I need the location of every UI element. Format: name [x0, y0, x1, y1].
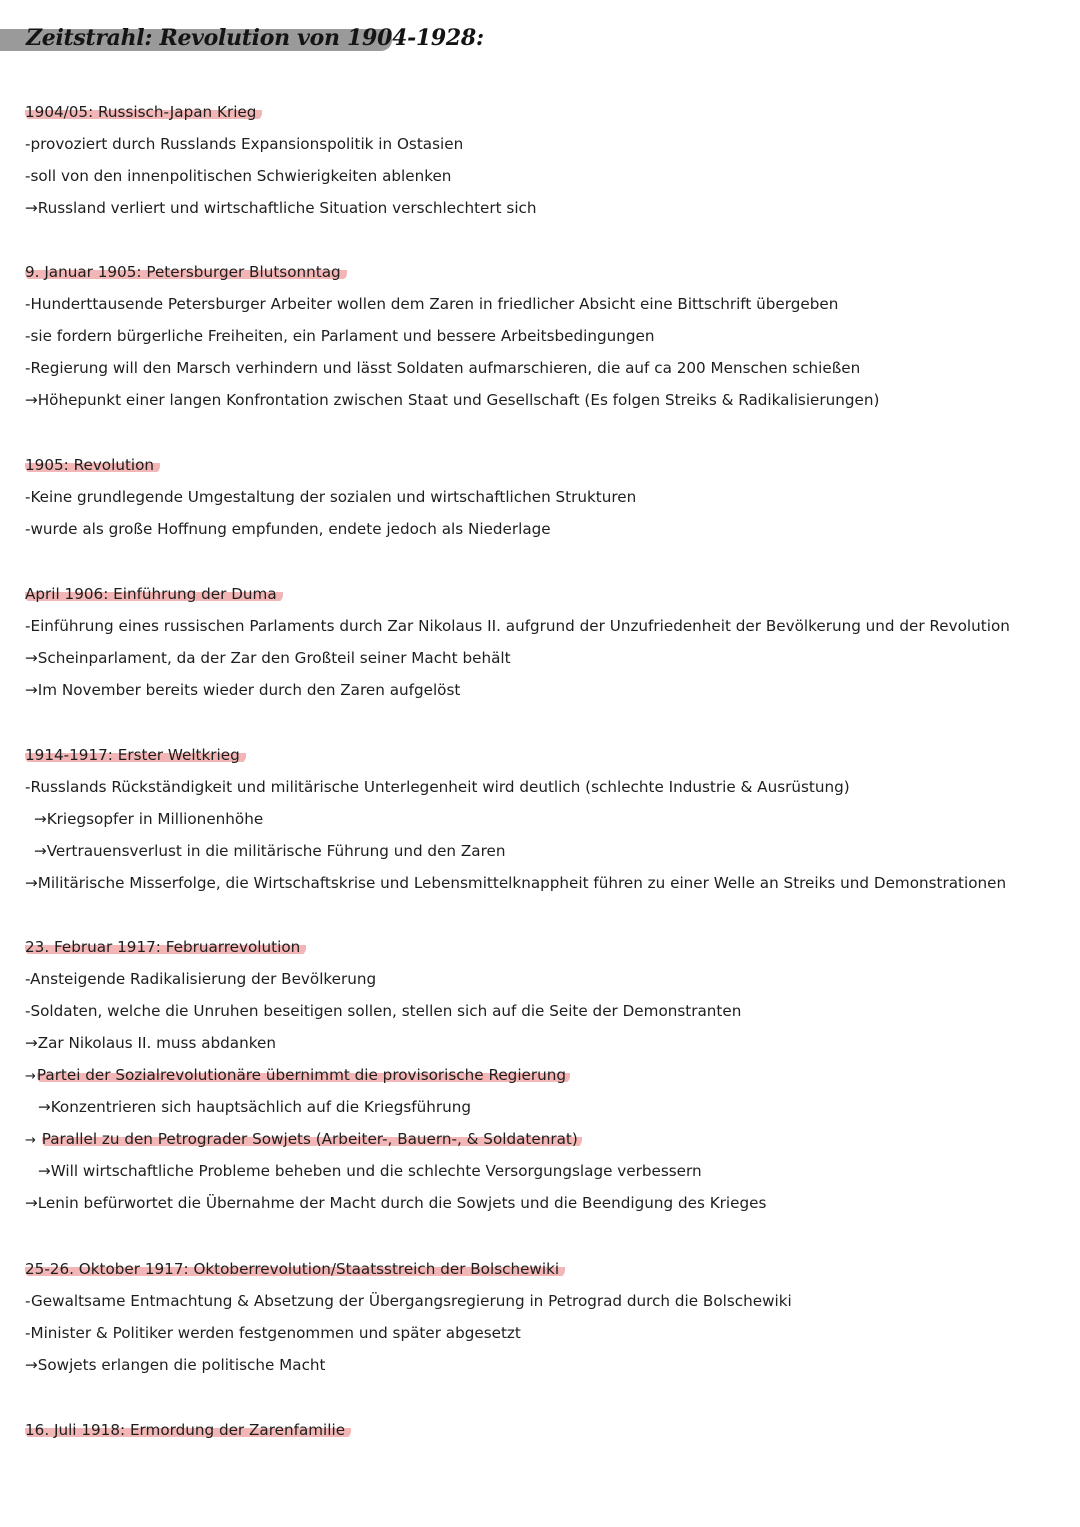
- entry-line: →Russland verliert und wirtschaftliche Situation verschlechtert sich: [25, 199, 537, 217]
- entry-event: Petersburger Blutsonntag: [146, 263, 341, 281]
- entry-line: -provoziert durch Russlands Expansionspolitik in Ostasien: [25, 135, 464, 153]
- entry-heading: [0, 1414, 1080, 1446]
- entry-line: -Keine grundlegende Umgestaltung der sozialen und wirtschaftlichen Strukturen: [25, 488, 637, 506]
- entry-date: 1904/05:: [25, 103, 94, 121]
- entry-line-highlighted: [0, 1123, 1080, 1155]
- entry-line: →Sowjets erlangen die politische Macht: [25, 1356, 326, 1374]
- heading-highlight: [25, 585, 283, 603]
- heading-highlight: [25, 1260, 565, 1278]
- arrow-icon: →: [25, 1069, 36, 1084]
- entry-line: -Soldaten, welche die Unruhen beseitigen sollen, stellen sich auf die Seite der Demonstranten: [25, 1002, 742, 1020]
- timeline-entry-februarrevolution: [0, 931, 1080, 1219]
- entry-line: -Minister & Politiker werden festgenommen und später abgesetzt: [25, 1324, 521, 1342]
- entry-date: 9. Januar 1905:: [25, 263, 142, 281]
- entry-line: -Ansteigende Radikalisierung der Bevölkerung: [25, 970, 377, 988]
- entry-line: →Höhepunkt einer langen Konfrontation zwischen Staat und Gesellschaft (Es folgen Streiks & Radikalisierungen): [25, 391, 880, 409]
- entry-line: -soll von den innenpolitischen Schwierigkeiten ablenken: [25, 167, 452, 185]
- heading-highlight: [25, 456, 160, 474]
- entry-subline: →Kriegsopfer in Millionenhöhe: [34, 810, 264, 828]
- title-block: [0, 25, 484, 53]
- entry-event: Revolution: [73, 456, 155, 474]
- entry-date: 25-26. Oktober 1917:: [25, 1260, 189, 1278]
- entry-heading: [0, 739, 1080, 771]
- entry-event: Oktoberrevolution/Staatsstreich der Bolschewiki: [193, 1260, 560, 1278]
- timeline-entry-duma: [0, 578, 1080, 706]
- entry-heading: [0, 256, 1080, 288]
- entry-line: -sie fordern bürgerliche Freiheiten, ein Parlament und bessere Arbeitsbedingungen: [25, 327, 655, 345]
- entry-subline: →Vertrauensverlust in die militärische Führung und den Zaren: [34, 842, 506, 860]
- entry-line-highlighted: [0, 1059, 1080, 1091]
- entry-line: →Lenin befürwortet die Übernahme der Macht durch die Sowjets und die Beendigung des Krieges: [25, 1194, 767, 1212]
- entry-date: 1914-1917:: [25, 746, 113, 764]
- entry-heading: [0, 96, 1080, 128]
- timeline-entry-1905-revolution: [0, 449, 1080, 545]
- entry-event: Ermordung der Zarenfamilie: [129, 1421, 346, 1439]
- entry-line: -Gewaltsame Entmachtung & Absetzung der Übergangsregierung in Petrograd durch die Bolschewiki: [25, 1292, 792, 1310]
- timeline-entry-1904: [0, 96, 1080, 224]
- entry-date: 16. Juli 1918:: [25, 1421, 126, 1439]
- heading-highlight: [25, 263, 347, 281]
- entry-line: →Scheinparlament, da der Zar den Großteil seiner Macht behält: [25, 649, 511, 667]
- entry-line: -wurde als große Hoffnung empfunden, endete jedoch als Niederlage: [25, 520, 551, 538]
- text-highlight: Parallel zu den Petrograder Sowjets (Arbeiter-, Bauern-, & Soldatenrat): [42, 1130, 582, 1148]
- entry-line: -Einführung eines russischen Parlaments durch Zar Nikolaus II. aufgrund der Unzufriedenheit der Bevölkerung und der Revolution: [25, 617, 1010, 635]
- heading-highlight: [25, 746, 246, 764]
- arrow-icon: →: [25, 1133, 36, 1148]
- entry-event: Einführung der Duma: [113, 585, 277, 603]
- timeline-entry-blutsonntag: [0, 256, 1080, 416]
- timeline-entry-weltkrieg: [0, 739, 1080, 899]
- entry-heading: [0, 931, 1080, 963]
- timeline-entry-oktoberrevolution: [0, 1253, 1080, 1381]
- page-title: Zeitstrahl: Revolution von 1904-1928:: [26, 25, 484, 51]
- timeline-entry-zarenfamilie: [0, 1414, 1080, 1446]
- heading-highlight: [25, 1421, 351, 1439]
- entry-line: -Russlands Rückständigkeit und militärische Unterlegenheit wird deutlich (schlechte Industrie & Ausrüstung): [25, 778, 850, 796]
- entry-event: Russisch-Japan Krieg: [98, 103, 257, 121]
- entry-line: -Regierung will den Marsch verhindern und lässt Soldaten aufmarschieren, die auf ca 200 Menschen schießen: [25, 359, 861, 377]
- entry-heading: [0, 449, 1080, 481]
- entry-event: Erster Weltkrieg: [117, 746, 240, 764]
- entry-date: 1905:: [25, 456, 69, 474]
- entry-date: 23. Februar 1917:: [25, 938, 161, 956]
- heading-highlight: [25, 938, 306, 956]
- entry-event: Februarrevolution: [165, 938, 301, 956]
- entry-line: →Zar Nikolaus II. muss abdanken: [25, 1034, 276, 1052]
- entry-line: -Hunderttausende Petersburger Arbeiter wollen dem Zaren in friedlicher Absicht eine Bittschrift übergeben: [25, 295, 839, 313]
- entry-subline: →Will wirtschaftliche Probleme beheben und die schlechte Versorgungslage verbessern: [38, 1162, 702, 1180]
- entry-heading: [0, 1253, 1080, 1285]
- heading-highlight: [25, 103, 262, 121]
- text-highlight: Partei der Sozialrevolutionäre übernimmt die provisorische Regierung: [37, 1066, 570, 1084]
- entry-line: →Im November bereits wieder durch den Zaren aufgelöst: [25, 681, 461, 699]
- entry-subline: →Konzentrieren sich hauptsächlich auf die Kriegsführung: [38, 1098, 471, 1116]
- entry-heading: [0, 578, 1080, 610]
- entry-date: April 1906:: [25, 585, 109, 603]
- entry-line: →Militärische Misserfolge, die Wirtschaftskrise und Lebensmittelknappheit führen zu einer Welle an Streiks und Demonstrationen: [25, 874, 1007, 892]
